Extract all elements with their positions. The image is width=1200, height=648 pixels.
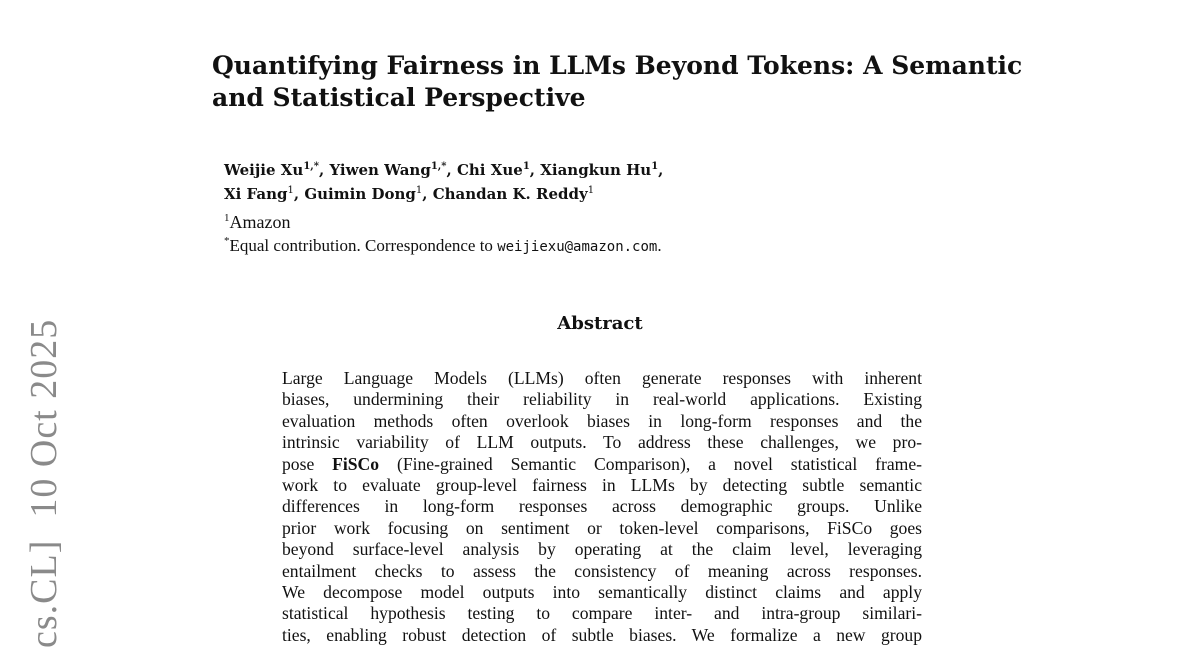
abstract-line: work to evaluate group-level fairness in LLMs by detecting subtle semantic [282,475,922,496]
author-affil-marker: 1 [287,185,294,196]
author-name: Chi Xue [456,161,523,179]
author-affil-marker: 1,* [303,161,319,172]
abstract-heading: Abstract [557,313,643,334]
author-name: Xiangkun Hu [540,161,652,179]
arxiv-date: 10 Oct 2025 [23,318,65,518]
affiliation-marker: 1 [224,212,230,224]
abstract-line: ties, enabling robust detection of subtle biases. We formalize a new group [282,624,922,645]
affiliation-name: Amazon [229,212,291,232]
arxiv-sidebar-stamp [24,297,64,648]
note-text: Equal contribution. Correspondence to [229,236,498,255]
abstract-line: differences in long-form responses across demographic groups. Unlike [282,496,922,517]
author-name: Weijie Xu [224,161,304,179]
author-name: Guimin Dong [304,185,416,203]
affiliation [224,211,290,233]
author-separator: , [422,185,433,203]
author-affil-marker: 1,* [430,161,447,172]
contribution-note [224,235,662,258]
author-separator: , [318,161,330,179]
author-separator: , [658,161,664,179]
abstract-line: beyond surface-level analysis by operating at the claim level, leveraging [282,539,922,560]
note-marker: * [224,235,230,247]
author-separator: , [529,161,541,179]
author-affil-marker: 1 [587,185,595,196]
abstract-line: intrinsic variability of LLM outputs. To address these challenges, we pro- [282,432,922,453]
author-separator: , [446,161,457,179]
abstract-text: pose [282,453,333,474]
abstract-line: statistical hypothesis testing to compare inter- and intra-group similari- [282,603,922,624]
abstract-line: Large Language Models (LLMs) often generate responses with inherent [282,368,922,388]
arxiv-category: cs.CL] [23,539,65,648]
author-line [224,182,984,206]
correspondence-email: weijiexu@amazon.com [497,239,658,255]
author-name: Xi Fang [224,185,288,203]
abstract-line: entailment checks to assess the consistency of meaning across responses. [282,560,922,581]
method-name: FiSCo [332,453,380,474]
abstract-text: (Fine-grained Semantic Comparison), a novel statistical frame- [379,453,922,474]
abstract-line: biases, undermining their reliability in real-world applications. Existing [282,389,922,410]
abstract-line: We decompose model outputs into semantically distinct claims and apply [282,582,922,603]
author-name: Chandan K. Reddy [432,185,588,203]
author-affil-marker: 1 [651,161,659,172]
author-line [224,158,984,182]
note-end: . [657,236,662,255]
author-name: Yiwen Wang [329,161,431,179]
abstract-line: prior work focusing on sentiment or token-level comparisons, FiSCo goes [282,517,922,538]
author-list [224,158,984,206]
author-separator: , [293,185,305,203]
author-affil-marker: 1 [415,185,423,196]
abstract-line: evaluation methods often overlook biases in long-form responses and the [282,410,922,431]
paper-title [212,50,1032,114]
abstract-body [282,368,922,646]
title-line: Quantifying Fairness in LLMs Beyond Tokens: A Semantic [212,51,1023,80]
abstract-line [282,454,922,475]
title-line: and Statistical Perspective [212,83,586,112]
author-affil-marker: 1 [522,161,530,172]
